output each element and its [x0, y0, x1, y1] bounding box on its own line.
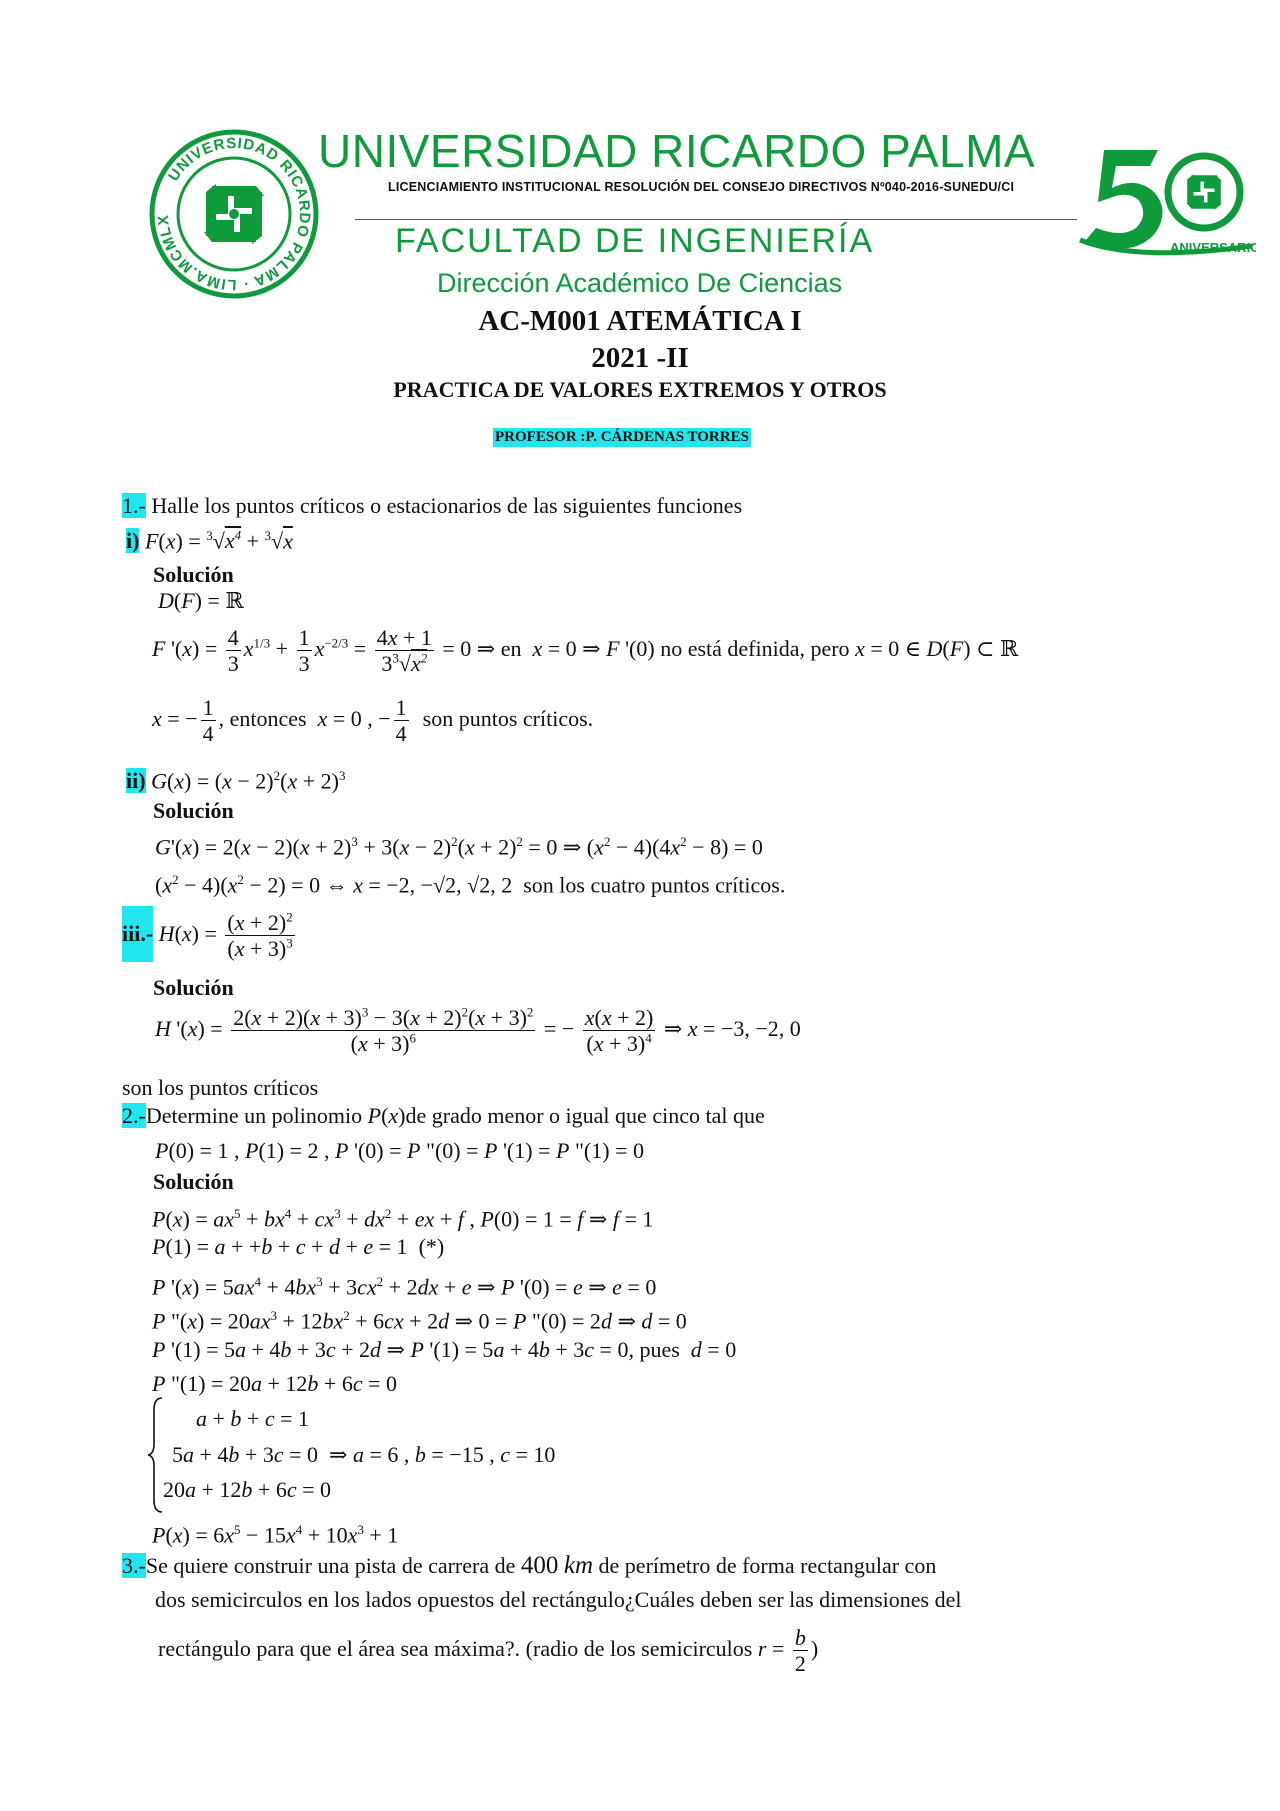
problem-3-line-2: dos semicirculos en los lados opuestos del rectángulo¿Cuáles deben ser las dimensiones del — [155, 1587, 962, 1612]
system-eq-1: a + b + c = 1 — [196, 1406, 310, 1431]
derivative-f: F '(x) = $\frac{4}{3}$ $x^{1/3}$ + $\frac{1}{3}$ $x^{-2/3}$ = $\frac{4x + 1}{3^3√x^2}$ = 0 ⇒ en x = 0 ⇒ F '(0) no está definida, pero x = 0 ∈ D(F) ⊂ ℝ — [152, 625, 1019, 677]
domain-f: D(F) = ℝ — [158, 588, 244, 613]
term: 2021 -II — [591, 342, 689, 374]
svg-text:ANIVERSARIO: ANIVERSARIO — [1170, 240, 1256, 255]
document-title: PRACTICA DE VALORES EXTREMOS Y OTROS — [393, 377, 887, 402]
problem-3-statement: 3.-Se quiere construir una pista de carrera de 400 km de perímetro de forma rectangular con — [122, 1552, 937, 1579]
professor-label: PROFESOR :P. CÁRDENAS TORRES — [495, 429, 749, 445]
solution-label: Solución — [153, 562, 234, 587]
p2-conditions: P(0) = 1 , P(1) = 2 , P '(0) = P "(0) = P '(1) = P "(1) = 0 — [155, 1138, 644, 1163]
p2-first-derivative-at-1: P '(1) = 5a + 4b + 3c + 2d ⇒ P '(1) = 5a + 4b + 3c = 0, pues d = 0 — [152, 1337, 737, 1362]
solution-label: Solución — [153, 798, 234, 823]
anniversary-logo — [1076, 140, 1256, 270]
direction-name: Dirección Académico De Ciencias — [437, 268, 843, 298]
university-seal-logo — [148, 128, 320, 300]
solution-label: Solución — [153, 975, 234, 1000]
header-rule — [355, 219, 1077, 220]
problem-3-line-3: rectángulo para que el área sea máxima?. (radio de los semicirculos r = $\frac{b}{2}$ ) — [158, 1625, 819, 1677]
p2-second-derivative-at-1: P "(1) = 20a + 12b + 6c = 0 — [152, 1371, 398, 1396]
problem-1-text: Halle los puntos críticos o estacionarios de las siguientes funciones — [145, 493, 743, 518]
part-iii-label: iii.- — [122, 906, 153, 962]
svg-text:UNIVERSIDAD RICARDO PALMA · LI: UNIVERSIDAD RICARDO PALMA · LIMA.MCMLX — [154, 134, 314, 294]
licensing-text: LICENCIAMIENTO INSTITUCIONAL RESOLUCIÓN DEL CONSEJO DIRECTIVOS Nº040-2016-SUNEDU/CI — [388, 180, 1015, 194]
p2-second-derivative: P "$(x) = 20ax^3 + 12bx^2 + 6cx + 2d$ ⇒ 0 = P "(0) = 2d ⇒ d = 0 — [152, 1308, 687, 1334]
p2-eq-p1: P(1) = a + +b + c + d + e = 1 (*) — [152, 1234, 445, 1259]
p2-polynomial: $P(x) = ax^5 + bx^4 + cx^3 + dx^2$ + ex + f , P(0) = 1 = f ⇒ f = 1 — [152, 1206, 654, 1232]
system-eq-3: 20a + 12b + 6c = 0 — [163, 1477, 332, 1502]
system-eq-2: 5a + 4b + 3c = 0 ⇒ a = 6 , b = −15 , c = 10 — [172, 1442, 556, 1467]
problem-1-number: 1.- — [122, 493, 146, 518]
part-i-function: i) $F(x) = ^3√x^4 + ^3√x$ — [126, 528, 293, 554]
problem-2-number: 2.- — [122, 1103, 146, 1128]
university-name: UNIVERSIDAD RICARDO PALMA — [318, 125, 1036, 177]
solution-label: Solución — [153, 1169, 234, 1194]
p2-first-derivative: P '$(x) = 5ax^4 + 4bx^3 + 3cx^2 + 2dx + e$ ⇒ P '(0) = e ⇒ e = 0 — [152, 1274, 657, 1300]
part-i-label: i) — [126, 528, 140, 554]
derivative-h: H '(x) = $\frac{2(x + 2)(x + 3)^3 - 3(x + 2)^2(x + 3)^2}{(x + 3)^6}$ = − $\frac{x(x + 2)}{(x + 3)^4}$ ⇒ x = −3, −2, 0 — [155, 1004, 801, 1057]
faculty-name: FACULTAD DE INGENIERÍA — [395, 222, 875, 260]
critical-points-h: son los puntos críticos — [122, 1075, 319, 1100]
part-iii-function: iii.- H(x) = $\frac{(x + 2)^2}{(x + 3)^3}$ — [122, 906, 298, 962]
problem-3-number: 3.- — [122, 1553, 146, 1578]
problem-2-statement: 2.-Determine un polinomio P(x)de grado menor o igual que cinco tal que — [122, 1103, 765, 1128]
p2-result: $P(x) = 6x^5 - 15x^4 + 10x^3 + 1$ — [152, 1522, 399, 1548]
problem-1-statement — [122, 492, 742, 520]
part-ii-function: ii) $G(x) = (x - 2)^2(x + 2)^3$ — [126, 768, 346, 794]
derivative-g: $G'(x) = 2(x - 2)(x + 2)^3 + 3(x - 2)^2(x + 2)^2 = 0$ ⇒ $(x^2 - 4)(4x^2 - 8) = 0$ — [155, 834, 763, 860]
part-ii-label: ii) — [126, 768, 146, 794]
critical-points-f: x = − $\frac{1}{4}$ , entonces x = 0 , − $\frac{1}{4}$ son puntos críticos. — [152, 695, 594, 747]
critical-points-g: $(x^2 - 4)(x^2 - 2) = 0$ ⇔ x = −2, −√2, √2, 2 son los cuatro puntos críticos. — [155, 872, 786, 898]
course-code: AC-M001 ATEMÁTICA I — [478, 305, 802, 337]
